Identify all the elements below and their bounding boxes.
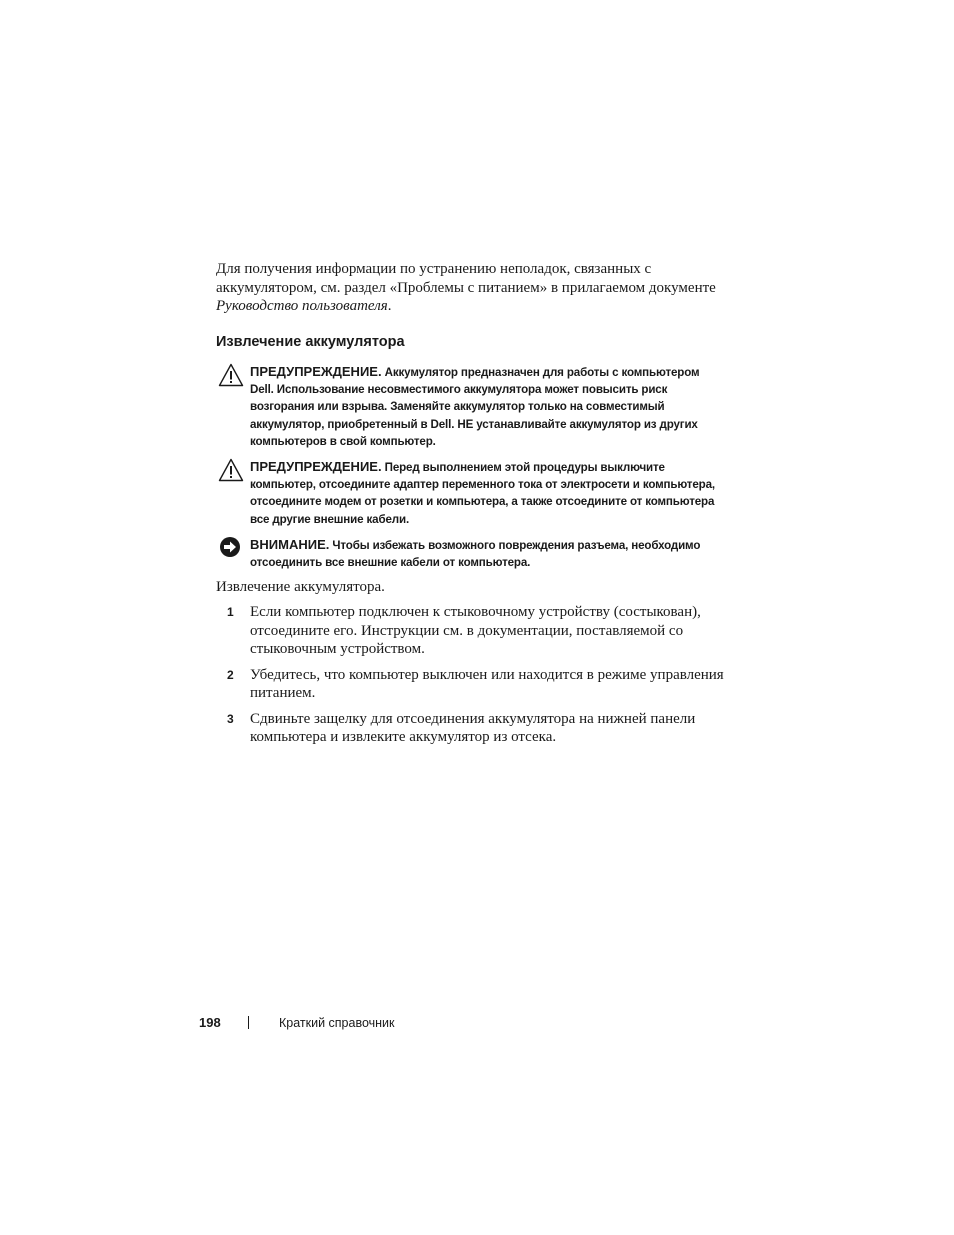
- notice-circle-arrow-icon: [218, 536, 244, 560]
- step-number: 2: [227, 667, 234, 682]
- list-item: [216, 666, 726, 703]
- step-text: Если компьютер подключен к стыковочному устройству (состыкован), отсоедините его. Инструкции см. в документации, поставляемой со стыковочным устройством.: [250, 604, 701, 657]
- intro-text-end: .: [387, 298, 392, 314]
- user-guide-title: Руководство пользователя: [216, 298, 388, 314]
- page-footer: [199, 1015, 395, 1030]
- steps-list: [216, 603, 726, 754]
- notice-text: Аккумулятор предназначен для работы с компьютером Dell. Использование несовместимого аккумулятора может повысить риск возгорания или взрыва. Заменяйте аккумулятор только на совместимый аккумулятор, приобретенный в Dell. НЕ устанавливайте аккумулятор из других компьютеров в свой компьютер.: [250, 366, 700, 448]
- page-number: 198: [199, 1015, 221, 1030]
- procedure-lead: Извлечение аккумулятора.: [216, 579, 385, 595]
- step-text: Сдвиньте защелку для отсоединения аккумулятора на нижней панели компьютера и извлеките аккумулятор из отсека.: [250, 710, 696, 745]
- list-item: [216, 603, 726, 659]
- list-item: [216, 710, 726, 747]
- warning-triangle-icon: [218, 363, 244, 387]
- step-number: 1: [227, 605, 234, 619]
- footer-title: Краткий справочник: [279, 1015, 395, 1030]
- step-number: 3: [227, 711, 234, 726]
- intro-text: Для получения информации по устранению неполадок, связанных с аккумулятором, см. раздел «Проблемы с питанием» в прилагаемом документе: [216, 261, 716, 296]
- caution-notice: [216, 536, 726, 571]
- warning-notice-2: [216, 458, 726, 528]
- notice-text: Перед выполнением этой процедуры выключите компьютер, отсоедините адаптер переменного тока от электросети и компьютера, отсоедините модем от розетки и компьютера, а также отсоедините от компьютера все другие внешние кабели.: [250, 461, 715, 526]
- notice-text: Чтобы избежать возможного повреждения разъема, необходимо отсоединить все внешние кабели от компьютера.: [250, 539, 701, 570]
- notice-label: ПРЕДУПРЕЖДЕНИЕ.: [250, 459, 382, 474]
- footer-divider: [248, 1016, 249, 1029]
- intro-paragraph: [216, 260, 716, 316]
- warning-triangle-icon: [218, 458, 244, 482]
- section-heading: Извлечение аккумулятора: [216, 334, 405, 350]
- notice-label: ПРЕДУПРЕЖДЕНИЕ.: [250, 364, 382, 379]
- notice-label: ВНИМАНИЕ.: [250, 537, 330, 552]
- warning-notice-1: [216, 363, 726, 450]
- step-text: Убедитесь, что компьютер выключен или находится в режиме управления питанием.: [250, 666, 724, 701]
